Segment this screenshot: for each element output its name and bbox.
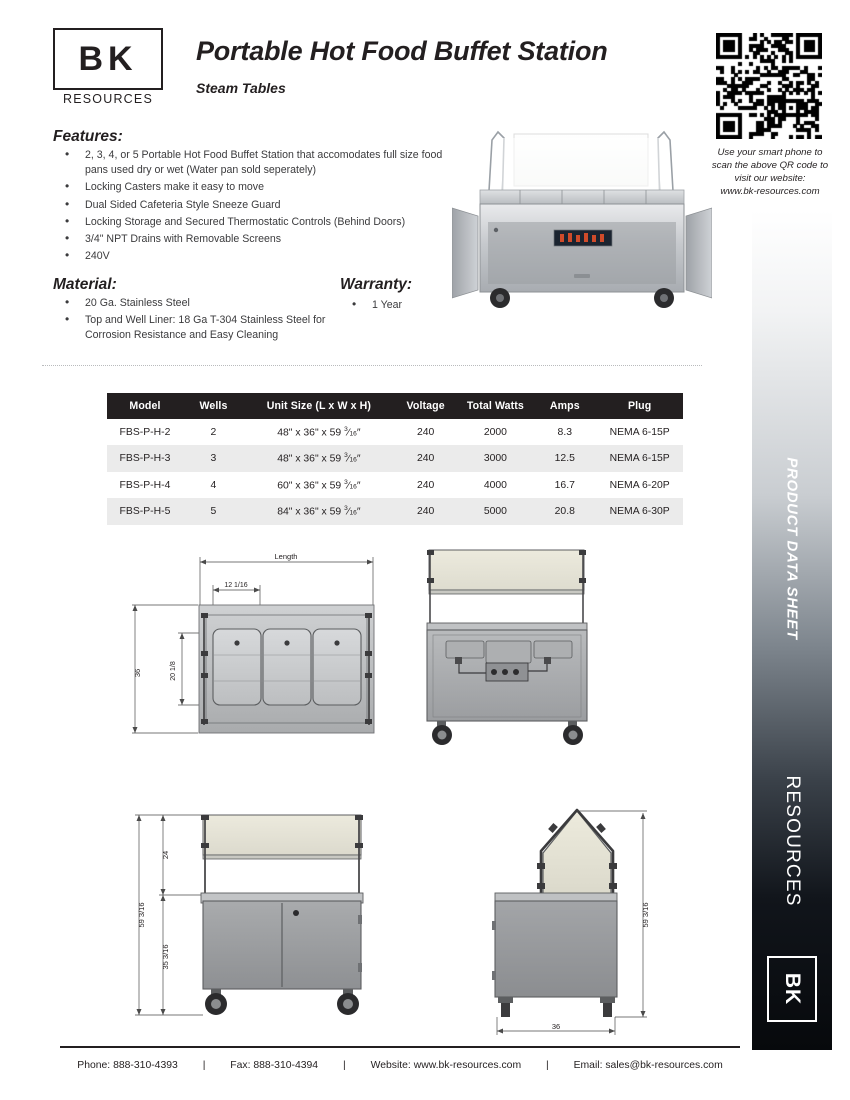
cell-model: FBS-P-H-5 <box>107 498 183 524</box>
drawing-end-view <box>465 795 690 1045</box>
col-amps: Amps <box>533 393 596 419</box>
qr-text-line-3: visit our website: <box>734 173 806 184</box>
sidebar-bk-letters: BK <box>781 972 804 1006</box>
table-row <box>107 498 683 524</box>
col-plug: Plug <box>596 393 683 419</box>
warranty-item: • 1 Year <box>340 298 500 313</box>
cell-amps: 20.8 <box>533 498 596 524</box>
svg-text:36: 36 <box>133 668 142 678</box>
material-heading: Material: <box>53 276 117 293</box>
cell-total-watts: 5000 <box>458 498 534 524</box>
material-list <box>53 296 353 346</box>
svg-text:12 1/16: 12 1/16 <box>224 582 248 589</box>
qr-text-line-4: www.bk-resources.com <box>720 186 820 197</box>
footer-separator: | <box>546 1060 549 1071</box>
cell-unit-size: 48" x 36" x 59 $^3$⁄16″ <box>244 445 394 471</box>
col-unit-size: Unit Size (L x W x H) <box>244 393 394 419</box>
page-subtitle: Steam Tables <box>196 80 286 96</box>
col-voltage: Voltage <box>394 393 458 419</box>
material-item: • 20 Ga. Stainless Steel <box>53 296 353 311</box>
footer-separator: | <box>342 1060 346 1071</box>
cell-voltage: 240 <box>394 445 458 471</box>
footer-separator: | <box>202 1060 206 1071</box>
col-total-watts: Total Watts <box>458 393 534 419</box>
qr-code <box>716 33 822 139</box>
footer-fax: Fax: 888-310-4394 <box>230 1060 319 1071</box>
drawing-side-elevation <box>115 795 400 1040</box>
cell-model: FBS-P-H-3 <box>107 445 183 471</box>
cell-wells: 3 <box>183 445 244 471</box>
cell-voltage: 240 <box>416 479 435 491</box>
cell-model: FBS-P-H-4 <box>119 479 171 491</box>
table-row <box>107 419 683 445</box>
feature-item: • 2, 3, 4, or 5 Portable Hot Food Buffet Station that accomodates full size food pans used dry or wet (Water pan sold seperately) <box>53 148 453 178</box>
spec-table <box>107 393 683 525</box>
features-heading: Features: <box>53 128 123 145</box>
svg-text:35 3/16: 35 3/16 <box>161 944 170 970</box>
cell-unit-size: 84" x 36" x 59 $^3$⁄16″ <box>244 498 394 524</box>
footer-divider <box>60 1046 740 1048</box>
col-model: Model <box>107 393 183 419</box>
table-row <box>107 472 683 498</box>
qr-instruction-text <box>700 146 840 198</box>
bk-logo-box <box>53 28 163 90</box>
section-divider <box>42 365 702 366</box>
warranty-heading: Warranty: <box>340 276 413 293</box>
table-header-row <box>107 393 683 419</box>
feature-item: • Dual Sided Cafeteria Style Sneeze Guard <box>53 198 453 213</box>
feature-item: • 240V <box>53 249 453 264</box>
feature-item: • Locking Storage and Secured Thermostatic Controls (Behind Doors) <box>53 215 453 230</box>
cell-plug: NEMA 6-30P <box>596 498 683 524</box>
cell-total-watts: 3000 <box>458 445 534 471</box>
footer-website[interactable]: Website: www.bk-resources.com <box>370 1060 522 1071</box>
svg-text:36: 36 <box>551 1022 561 1031</box>
page-title: Portable Hot Food Buffet Station <box>196 36 608 66</box>
cell-unit-size: 48" x 36" x 59 $^3$⁄16″ <box>277 426 361 439</box>
right-sidebar <box>752 210 832 1050</box>
cell-plug: NEMA 6-15P <box>609 426 670 438</box>
cell-amps: 16.7 <box>554 479 575 491</box>
svg-text:24: 24 <box>161 850 170 860</box>
cell-voltage: 240 <box>416 426 435 438</box>
svg-text:59 3/16: 59 3/16 <box>641 902 650 928</box>
qr-text-line-2: scan the above QR code to <box>711 160 829 171</box>
footer-email[interactable]: Email: sales@bk-resources.com <box>573 1060 723 1071</box>
cell-amps: 8.3 <box>557 426 572 438</box>
sidebar-title: PRODUCT DATA SHEET <box>783 457 801 640</box>
footer <box>60 1060 740 1071</box>
sidebar-bk-logo <box>767 956 817 1022</box>
cell-total-watts: 2000 <box>483 426 507 438</box>
cell-voltage: 240 <box>394 498 458 524</box>
cell-wells: 4 <box>210 479 217 491</box>
svg-text:20 1/8: 20 1/8 <box>170 661 177 681</box>
bk-logo-word: RESOURCES <box>63 92 153 106</box>
features-list <box>53 148 453 266</box>
material-item: • Top and Well Liner: 18 Ga T-304 Stainless Steel for Corrosion Resistance and Easy Cleaning <box>53 313 353 343</box>
cell-total-watts: 4000 <box>483 479 507 491</box>
svg-text:59 3/16: 59 3/16 <box>137 902 146 928</box>
sidebar-brand-word: RESOURCES <box>782 775 803 907</box>
cell-model: FBS-P-H-2 <box>119 426 171 438</box>
cell-plug: NEMA 6-20P <box>609 479 670 491</box>
feature-item: • 3/4" NPT Drains with Removable Screens <box>53 232 453 247</box>
col-wells: Wells <box>183 393 244 419</box>
drawing-front-view <box>415 545 655 760</box>
feature-item: • Locking Casters make it easy to move <box>53 180 453 195</box>
qr-text-line-1: Use your smart phone to <box>717 147 823 158</box>
dim-length: Length <box>274 552 298 561</box>
footer-phone: Phone: 888-310-4393 <box>77 1060 178 1071</box>
cell-amps: 12.5 <box>533 445 596 471</box>
cell-unit-size: 60" x 36" x 59 $^3$⁄16″ <box>277 478 361 492</box>
table-row <box>107 445 683 471</box>
cell-wells: 2 <box>210 426 217 438</box>
bk-logo-letters: BK <box>78 39 138 78</box>
product-photo <box>452 112 712 310</box>
drawing-top-view <box>120 545 405 760</box>
cell-wells: 5 <box>183 498 244 524</box>
cell-plug: NEMA 6-15P <box>596 445 683 471</box>
